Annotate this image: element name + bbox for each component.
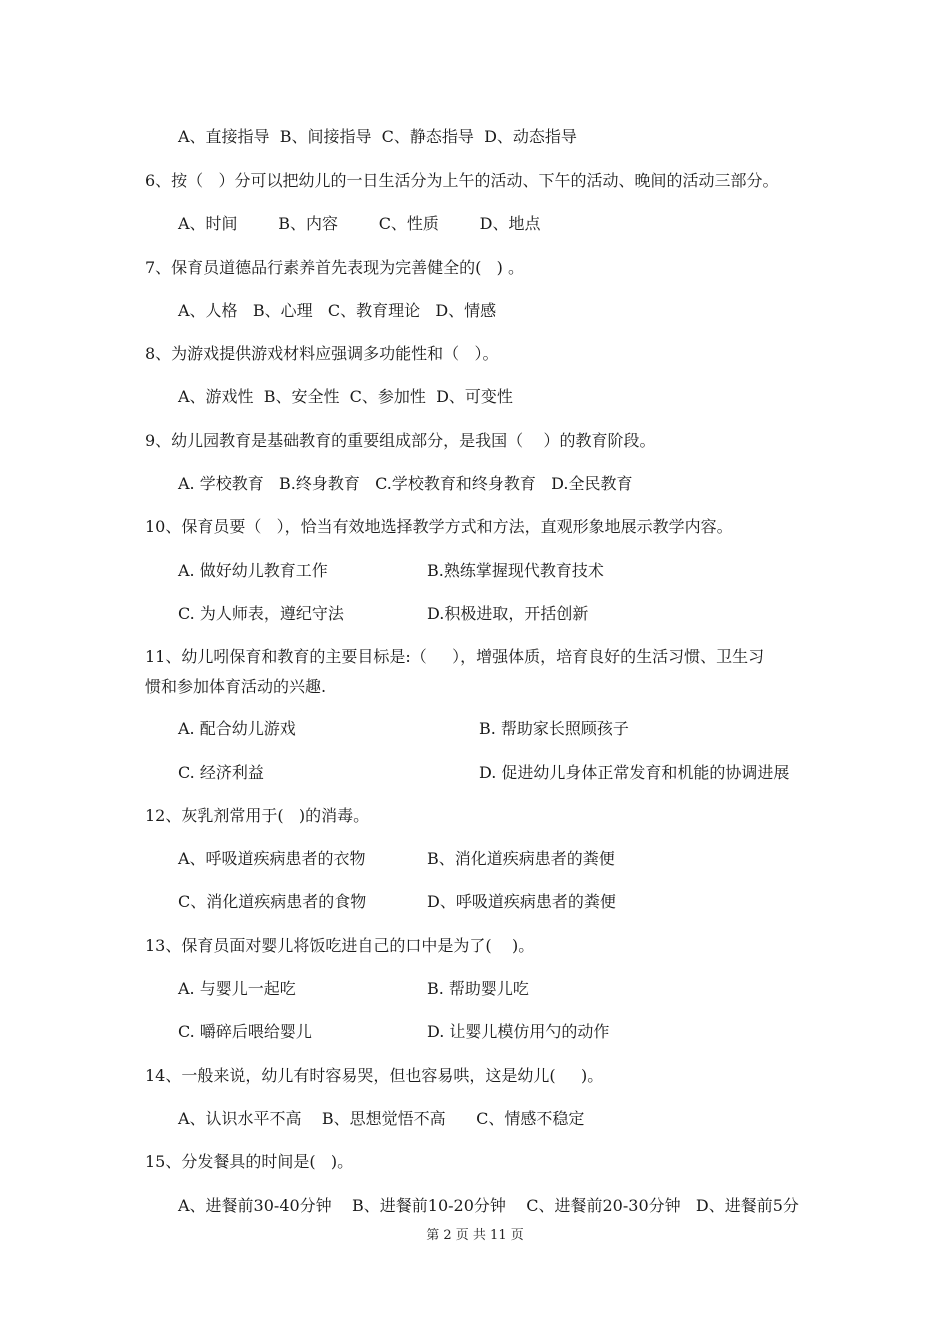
q10-option-a: A. 做好幼儿教育工作 xyxy=(178,561,328,580)
q11-option-a: A. 配合幼儿游戏 xyxy=(178,719,296,738)
q12-option-c: C、消化道疾病患者的食物 xyxy=(178,892,367,911)
q5-options: A、直接指导 B、间接指导 C、静态指导 D、动态指导 xyxy=(178,127,577,146)
q10-stem: 10、保育员要（ ），恰当有效地选择教学方式和方法，直观形象地展示教学内容。 xyxy=(145,517,733,536)
q14-options: A、认识水平不高 B、思想觉悟不高 C、情感不稳定 xyxy=(178,1109,585,1128)
q11-option-b: B. 帮助家长照顾孩子 xyxy=(479,719,629,738)
q8-options: A、游戏性 B、安全性 C、参加性 D、可变性 xyxy=(178,387,513,406)
q13-option-a: A. 与婴儿一起吃 xyxy=(178,979,296,998)
page-footer: 第 2 页 共 11 页 xyxy=(426,1228,524,1243)
q15-stem: 15、分发餐具的时间是( )。 xyxy=(145,1152,354,1171)
q13-stem: 13、保育员面对婴儿将饭吃进自己的口中是为了( )。 xyxy=(145,936,535,955)
q13-option-b: B. 帮助婴儿吃 xyxy=(427,979,529,998)
q11-option-d: D. 促进幼儿身体正常发育和机能的协调进展 xyxy=(479,763,790,782)
q14-stem: 14、一般来说，幼儿有时容易哭，但也容易哄，这是幼儿( )。 xyxy=(145,1066,604,1085)
q13-option-c: C. 嚼碎后喂给婴儿 xyxy=(178,1022,312,1041)
q7-stem: 7、保育员道德品行素养首先表现为完善健全的( ) 。 xyxy=(145,258,525,277)
q9-options: A. 学校教育 B.终身教育 C.学校教育和终身教育 D.全民教育 xyxy=(178,474,633,493)
q10-option-d: D.积极进取，开括创新 xyxy=(427,604,589,623)
q9-stem: 9、幼儿园教育是基础教育的重要组成部分，是我国（ ）的教育阶段。 xyxy=(145,431,656,450)
q11-stem-line1: 11、幼儿吲保育和教育的主要目标是:（ ），增强体质，培育良好的生活习惯、卫生习 xyxy=(145,647,765,666)
q12-stem: 12、灰乳剂常用于( )的消毒。 xyxy=(145,806,370,825)
q12-option-d: D、呼吸道疾病患者的粪便 xyxy=(427,892,616,911)
q11-stem-line2: 惯和参加体育活动的兴趣. xyxy=(145,677,327,696)
q6-options: A、时间 B、内容 C、性质 D、地点 xyxy=(178,214,541,233)
q10-option-b: B.熟练掌握现代教育技术 xyxy=(427,561,604,580)
q12-option-a: A、呼吸道疾病患者的衣物 xyxy=(178,849,366,868)
q15-options: A、进餐前30-40分钟 B、进餐前10-20分钟 C、进餐前20-30分钟 D、进餐前5分 xyxy=(178,1196,799,1215)
q11-option-c: C. 经济利益 xyxy=(178,763,264,782)
q10-option-c: C. 为人师表，遵纪守法 xyxy=(178,604,344,623)
q7-options: A、人格 B、心理 C、教育理论 D、情感 xyxy=(178,301,497,320)
q8-stem: 8、为游戏提供游戏材料应强调多功能性和（ ）。 xyxy=(145,344,499,363)
q6-stem: 6、按（ ）分可以把幼儿的一日生活分为上午的活动、下午的活动、晚间的活动三部分。 xyxy=(145,171,779,190)
q13-option-d: D. 让婴儿模仿用勺的动作 xyxy=(427,1022,610,1041)
q12-option-b: B、消化道疾病患者的粪便 xyxy=(427,849,615,868)
